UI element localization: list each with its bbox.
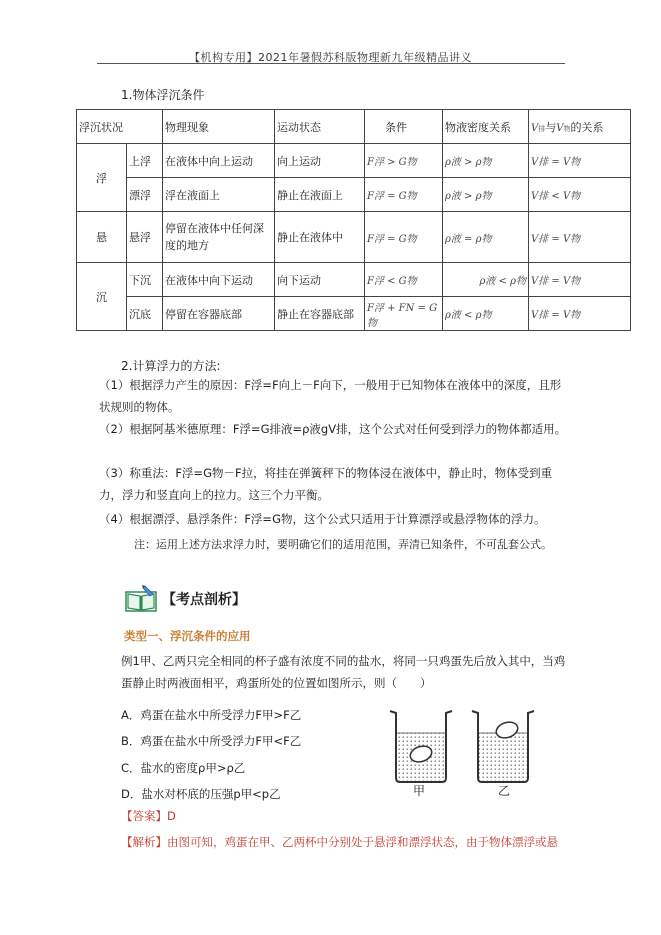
group-suspend: 悬 <box>77 212 127 263</box>
cell-motion: 静止在容器底部 <box>275 297 365 331</box>
cell-condition: F浮 = G物 <box>365 212 443 263</box>
cell-volume: V排 = V物 <box>529 297 631 331</box>
type1-title: 类型一、浮沉条件的应用 <box>124 629 251 643</box>
cell-phenomenon: 停留在液体中任何深度的地方 <box>163 212 275 263</box>
method-4: （4）根据漂浮、悬浮条件：F浮=G物，这个公式只适用于计算漂浮或悬浮物体的浮力。 <box>99 512 546 526</box>
cell-phenomenon: 在液体中向下运动 <box>163 263 275 297</box>
float-sink-table <box>76 109 631 331</box>
cell-volume: V排 = V物 <box>529 212 631 263</box>
cell-state: 沉底 <box>127 297 163 331</box>
cell-motion: 向下运动 <box>275 263 365 297</box>
figure-label-jia: 甲 <box>413 784 426 798</box>
header-state: 浮沉状况 <box>77 110 163 144</box>
cell-condition: F浮 = G物 <box>365 178 443 212</box>
option-b: B．鸡蛋在盐水中所受浮力F甲<F乙 <box>121 734 302 748</box>
cell-state: 悬浮 <box>127 212 163 263</box>
cell-volume: V排 = V物 <box>529 144 631 178</box>
cell-motion: 静止在液面上 <box>275 178 365 212</box>
table-row <box>77 212 631 263</box>
beaker-yi <box>472 711 534 782</box>
cell-density: ρ液 = ρ物 <box>443 212 529 263</box>
cell-state: 漂浮 <box>127 178 163 212</box>
beakers-figure <box>386 708 542 786</box>
example1-stem: 例1甲、乙两只完全相同的杯子盛有浓度不同的盐水，将同一只鸡蛋先后放入其中，当鸡蛋静止时两液面相平，鸡蛋所处的位置如图所示，则（ ） <box>121 654 566 690</box>
cell-volume: V排 = V物 <box>529 263 631 297</box>
cell-density: ρ液 > ρ物 <box>443 144 529 178</box>
section1-title: 1.物体浮沉条件 <box>121 88 205 102</box>
option-c: C．盐水的密度ρ甲>ρ乙 <box>121 761 246 775</box>
book-pencil-icon <box>124 583 158 613</box>
header-divider <box>97 63 565 64</box>
section2-title: 2.计算浮力的方法: <box>121 359 221 373</box>
kaodian-title: 【考点剖析】 <box>162 592 246 608</box>
cell-phenomenon: 在液体中向上运动 <box>163 144 275 178</box>
header-motion: 运动状态 <box>275 110 365 144</box>
method-2: （2）根据阿基米德原理：F浮=G排液=ρ液gV排，这个公式对任何受到浮力的物体都适用。 <box>99 422 567 436</box>
header-density: 物液密度关系 <box>443 110 529 144</box>
beaker-jia <box>390 711 452 782</box>
cell-motion: 向上运动 <box>275 144 365 178</box>
analysis: 【解析】由图可知，鸡蛋在甲、乙两杯中分别处于悬浮和漂浮状态，由于物体漂浮或悬 <box>121 835 558 849</box>
cell-motion: 静止在液体中 <box>275 212 365 263</box>
cell-state: 下沉 <box>127 263 163 297</box>
table-row <box>77 144 631 178</box>
option-d: D．盐水对杯底的压强p甲<p乙 <box>121 787 281 801</box>
method-3: （3）称重法：F浮=G物－F拉，将挂在弹簧秤下的物体浸在液体中，静止时，物体受到重力，浮力和竖直向上的拉力。这三个力平衡。 <box>99 466 553 502</box>
group-float: 浮 <box>77 144 127 212</box>
header-volume: V排与V物的关系 <box>529 110 631 144</box>
table-row <box>77 297 631 331</box>
page-header: 【机构专用】2021年暑假苏科版物理新九年级精品讲义 <box>189 51 472 64</box>
method-1: （1）根据浮力产生的原因：F浮=F向上－F向下，一般用于已知物体在液体中的深度，且形状规则的物体。 <box>99 378 562 414</box>
cell-volume: V排 < V物 <box>529 178 631 212</box>
group-sink: 沉 <box>77 263 127 331</box>
cell-condition: F浮 > G物 <box>365 144 443 178</box>
answer: 【答案】D <box>121 809 176 823</box>
cell-state: 上浮 <box>127 144 163 178</box>
table-row <box>77 263 631 297</box>
method-note: 注：运用上述方法求浮力时，要明确它们的适用范围，弄清已知条件，不可乱套公式。 <box>134 538 552 551</box>
figure-label-yi: 乙 <box>498 784 511 798</box>
header-condition: 条件 <box>365 110 443 144</box>
cell-condition: F浮 < G物 <box>365 263 443 297</box>
cell-condition: F浮 + FN = G物 <box>365 297 443 331</box>
table-header-row <box>77 110 631 144</box>
cell-phenomenon: 浮在液面上 <box>163 178 275 212</box>
cell-density: ρ液 < ρ物 <box>443 263 529 297</box>
header-phenomenon: 物理现象 <box>163 110 275 144</box>
cell-phenomenon: 停留在容器底部 <box>163 297 275 331</box>
cell-density: ρ液 > ρ物 <box>443 178 529 212</box>
table-row <box>77 178 631 212</box>
option-a: A．鸡蛋在盐水中所受浮力F甲>F乙 <box>121 708 302 722</box>
cell-density: ρ液 < ρ物 <box>443 297 529 331</box>
